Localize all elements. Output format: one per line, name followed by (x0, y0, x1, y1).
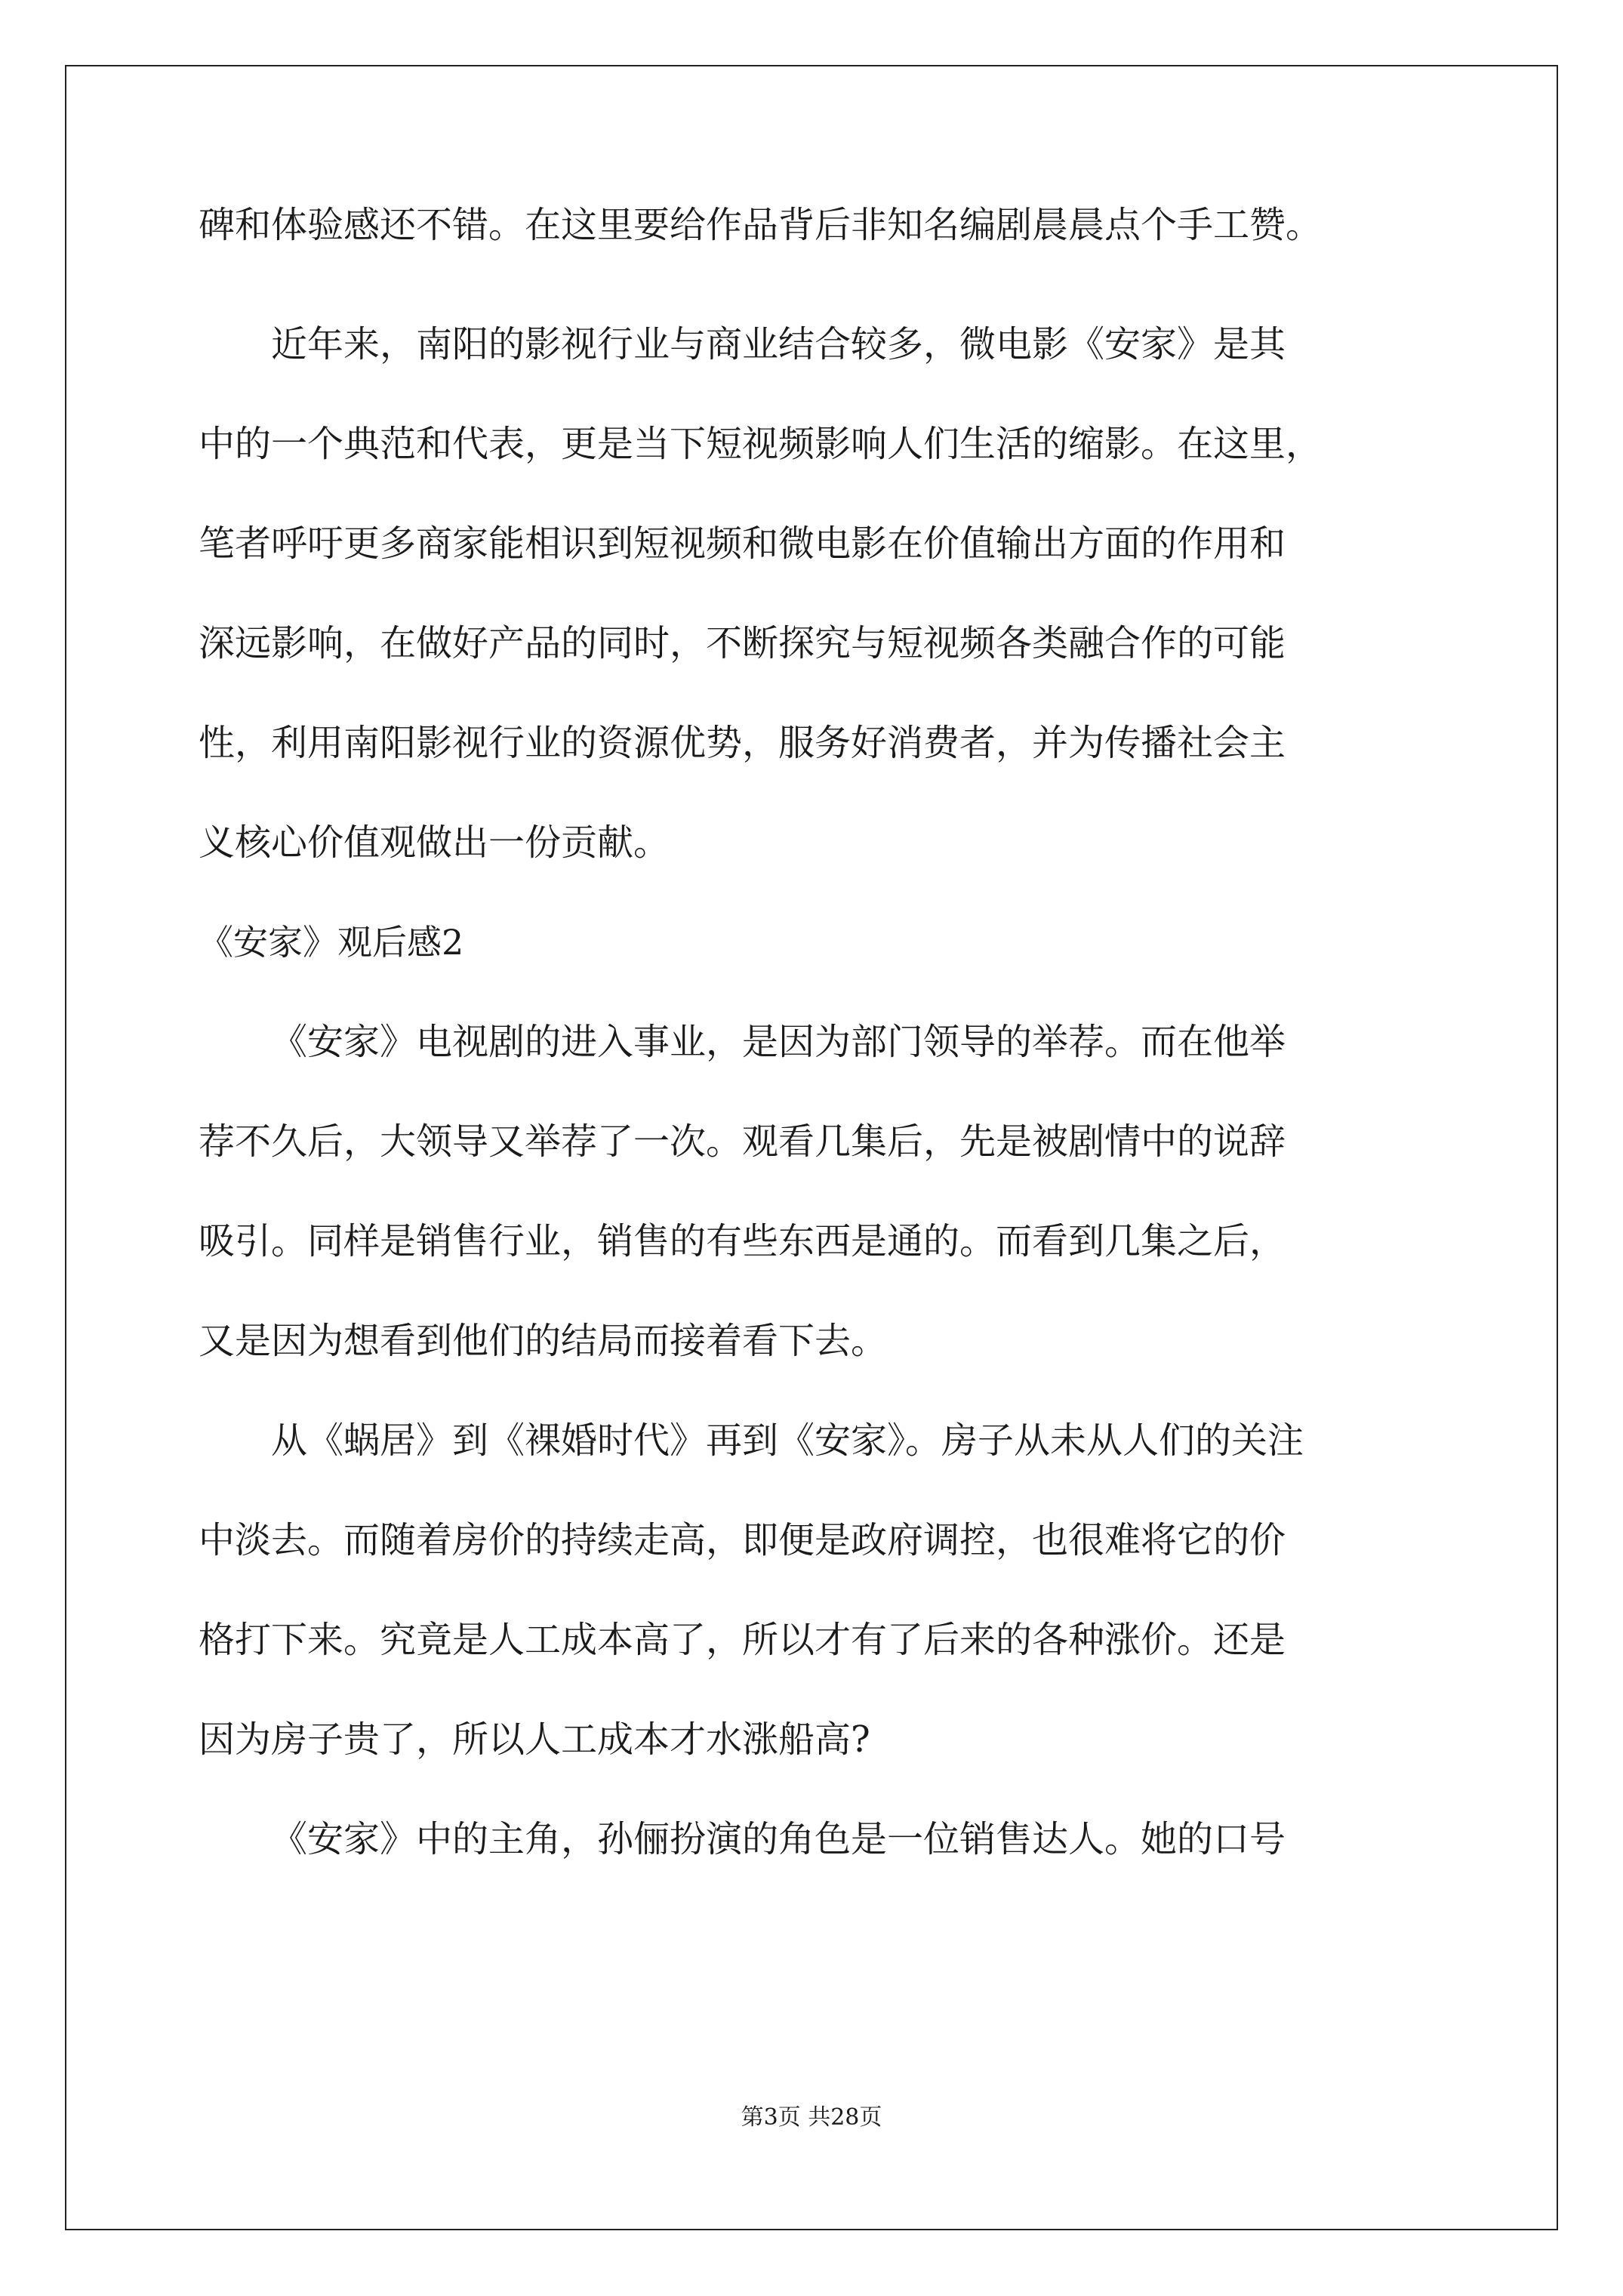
paragraph-line: 因为房子贵了，所以人工成本才水涨船高? (199, 1718, 870, 1761)
paragraph-line: 深远影响，在做好产品的同时，不断探究与短视频各类融合作的可能 (199, 622, 1286, 664)
paragraph-line: 吸引。同样是销售行业，销售的有些东西是通的。而看到几集之后， (199, 1220, 1286, 1262)
paragraph-line: 碑和体验感还不错。在这里要给作品背后非知名编剧晨晨点个手工赞。 (199, 204, 1323, 246)
paragraph-line: 笔者呼吁更多商家能相识到短视频和微电影在价值输出方面的作用和 (199, 522, 1286, 565)
paragraph-line: 又是因为想看到他们的结局而接着看下去。 (199, 1320, 888, 1362)
paragraph-line: 从《蜗居》到《裸婚时代》再到《安家》。房子从未从人们的关注 (271, 1419, 1304, 1462)
page-number-footer: 第3页 共28页 (741, 2104, 882, 2131)
paragraph-line: 《安家》电视剧的进入事业，是因为部门领导的举荐。而在他举 (271, 1021, 1286, 1063)
paragraph-line: 性，利用南阳影视行业的资源优势，服务好消费者，并为传播社会主 (199, 722, 1286, 764)
section-heading: 《安家》观后感2 (199, 922, 464, 963)
paragraph-line: 格打下来。究竟是人工成本高了，所以才有了后来的各种涨价。还是 (199, 1619, 1286, 1661)
paragraph-line: 中淡去。而随着房价的持续走高，即便是政府调控，也很难将它的价 (199, 1519, 1286, 1561)
paragraph-line: 近年来，南阳的影视行业与商业结合较多，微电影《安家》是其 (271, 323, 1286, 365)
paragraph-line: 中的一个典范和代表，更是当下短视频影响人们生活的缩影。在这里， (199, 423, 1323, 465)
paragraph-line: 义核心价值观做出一份贡献。 (199, 821, 670, 864)
paragraph-line: 荐不久后，大领导又举荐了一次。观看几集后，先是被剧情中的说辞 (199, 1120, 1286, 1163)
paragraph-line: 《安家》中的主角，孙俪扮演的角色是一位销售达人。她的口号 (271, 1818, 1286, 1860)
